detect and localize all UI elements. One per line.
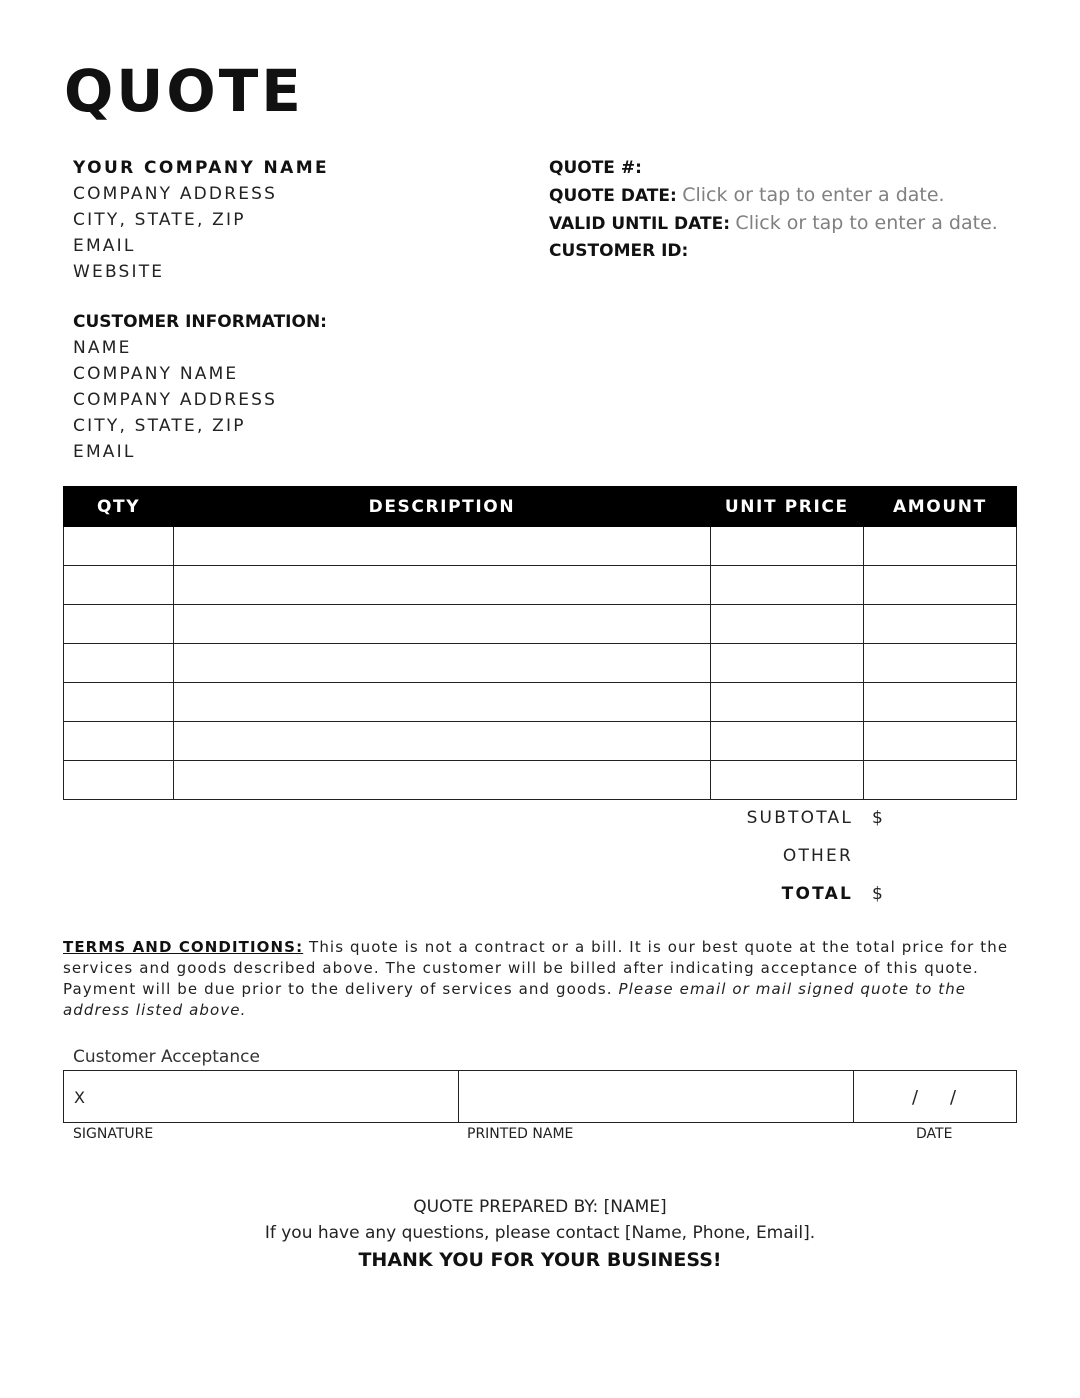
unit-price-cell[interactable] [710, 644, 863, 683]
qty-cell[interactable] [64, 566, 174, 605]
terms-text: This quote is not a contract or a bill. It is our best quote at the total price for the services and goods described above. The customer will be billed after indicating acceptance of this quote. Payment will be due prior to the delivery of services and goods. [63, 938, 1009, 998]
subtotal-currency: $ [872, 808, 886, 828]
amount-cell[interactable] [863, 605, 1016, 644]
subtotal-label: SUBTOTAL [746, 808, 853, 828]
terms-and-conditions [63, 937, 1013, 1021]
customer-acceptance-title: Customer Acceptance [73, 1047, 260, 1067]
signature-mark: X [74, 1088, 85, 1107]
column-header-qty: QTY [64, 487, 174, 527]
terms-italic-text: Please email or mail signed quote to the address listed above. [63, 980, 967, 1019]
contact-line: If you have any questions, please contact [Name, Phone, Email]. [264, 1223, 816, 1243]
description-cell[interactable] [174, 683, 711, 722]
amount-cell[interactable] [863, 527, 1016, 566]
customer-city-state-zip: CITY, STATE, ZIP [73, 416, 246, 436]
prepared-by: QUOTE PREPARED BY: [NAME] [413, 1197, 667, 1217]
amount-cell[interactable] [863, 644, 1016, 683]
date-field[interactable] [854, 1071, 1016, 1122]
document-title: QUOTE [64, 57, 304, 125]
customer-id-row[interactable] [549, 238, 998, 265]
quote-date-row [549, 182, 998, 210]
amount-cell[interactable] [863, 683, 1016, 722]
thank-you-message: THANK YOU FOR YOUR BUSINESS! [358, 1249, 722, 1271]
unit-price-cell[interactable] [710, 527, 863, 566]
table-row [64, 566, 1017, 605]
company-city-state-zip: CITY, STATE, ZIP [73, 210, 246, 230]
qty-cell[interactable] [64, 605, 174, 644]
quote-date-label: QUOTE DATE: [549, 186, 677, 206]
table-row [64, 761, 1017, 800]
signature-caption: SIGNATURE [73, 1126, 154, 1142]
company-website: WEBSITE [73, 262, 165, 282]
acceptance-box [63, 1070, 1017, 1123]
terms-label: TERMS AND CONDITIONS: [63, 938, 304, 956]
valid-until-row [549, 210, 998, 238]
description-cell[interactable] [174, 644, 711, 683]
printed-name-field[interactable] [459, 1071, 854, 1122]
description-cell[interactable] [174, 761, 711, 800]
qty-cell[interactable] [64, 761, 174, 800]
subtotal-row[interactable] [700, 806, 920, 844]
quote-meta [549, 155, 998, 265]
quote-number-label: QUOTE #: [549, 158, 642, 178]
valid-until-label: VALID UNTIL DATE: [549, 214, 731, 234]
date-separator: / [912, 1087, 919, 1108]
footer [0, 1194, 1080, 1274]
valid-until-field[interactable]: Click or tap to enter a date. [735, 212, 998, 234]
customer-id-label: CUSTOMER ID: [549, 241, 689, 261]
date-caption: DATE [916, 1126, 953, 1142]
date-separator: / [950, 1087, 957, 1108]
qty-cell[interactable] [64, 644, 174, 683]
customer-email: EMAIL [73, 442, 136, 462]
customer-company-name: COMPANY NAME [73, 364, 239, 384]
unit-price-cell[interactable] [710, 761, 863, 800]
description-cell[interactable] [174, 722, 711, 761]
description-cell[interactable] [174, 566, 711, 605]
unit-price-cell[interactable] [710, 722, 863, 761]
other-label: OTHER [782, 846, 853, 866]
customer-info [73, 309, 327, 465]
line-items-table [63, 486, 1017, 800]
column-header-unit-price: UNIT PRICE [710, 487, 863, 527]
table-row [64, 605, 1017, 644]
table-header-row [64, 487, 1017, 527]
unit-price-cell[interactable] [710, 683, 863, 722]
table-row [64, 527, 1017, 566]
company-email: EMAIL [73, 236, 136, 256]
column-header-amount: AMOUNT [863, 487, 1016, 527]
total-label: TOTAL [781, 884, 853, 904]
customer-address: COMPANY ADDRESS [73, 390, 278, 410]
table-row [64, 644, 1017, 683]
column-header-description: DESCRIPTION [174, 487, 711, 527]
company-info [73, 155, 329, 285]
customer-info-heading: CUSTOMER INFORMATION: [73, 312, 327, 332]
amount-cell[interactable] [863, 722, 1016, 761]
table-row [64, 683, 1017, 722]
unit-price-cell[interactable] [710, 566, 863, 605]
description-cell[interactable] [174, 605, 711, 644]
description-cell[interactable] [174, 527, 711, 566]
printed-name-caption: PRINTED NAME [467, 1126, 574, 1142]
unit-price-cell[interactable] [710, 605, 863, 644]
other-row[interactable] [700, 844, 920, 882]
qty-cell[interactable] [64, 683, 174, 722]
total-currency: $ [872, 884, 886, 904]
quote-date-field[interactable]: Click or tap to enter a date. [682, 184, 945, 206]
qty-cell[interactable] [64, 527, 174, 566]
company-name: YOUR COMPANY NAME [73, 158, 330, 178]
amount-cell[interactable] [863, 761, 1016, 800]
quote-number-row[interactable] [549, 155, 998, 182]
totals-section [700, 806, 920, 920]
table-row [64, 722, 1017, 761]
customer-name: NAME [73, 338, 132, 358]
amount-cell[interactable] [863, 566, 1016, 605]
qty-cell[interactable] [64, 722, 174, 761]
total-row[interactable] [700, 882, 920, 920]
signature-field[interactable] [64, 1071, 459, 1122]
company-address: COMPANY ADDRESS [73, 184, 278, 204]
